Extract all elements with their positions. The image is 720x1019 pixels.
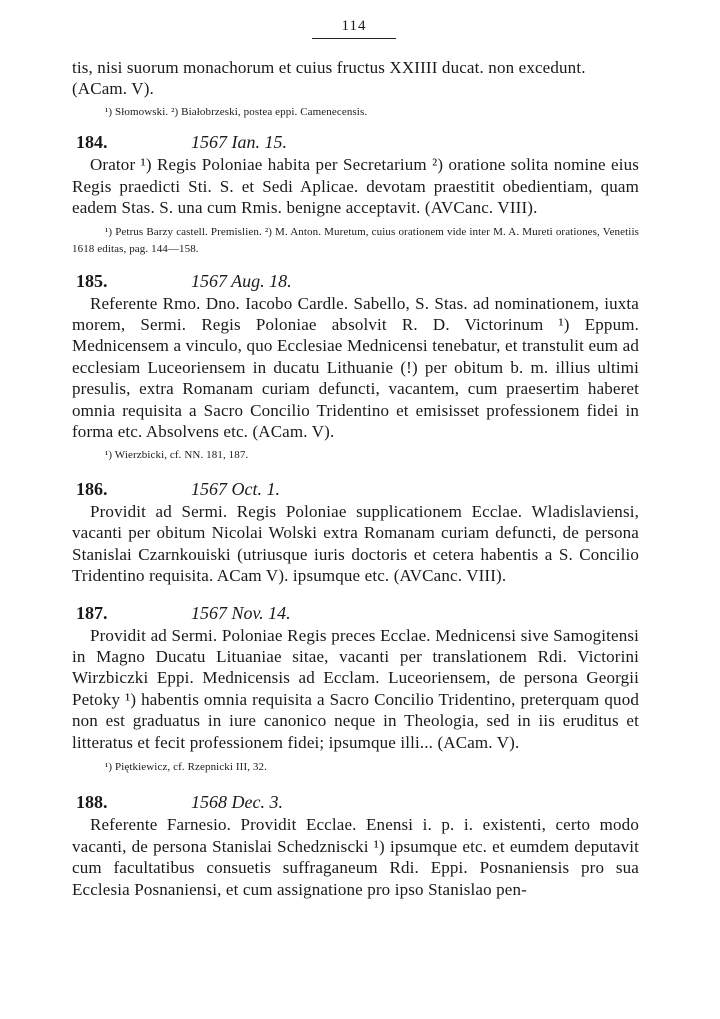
footnotes: ¹) Petrus Barzy castell. Premislien. ²) M. Anton. Muretum, cuius orationem vide inter M. A. Mureti orationes, Venetiis 1618 editas, pag. 144—158. [72, 225, 639, 256]
continued-line-1: tis, nisi suorum monachorum et cuius fructus XXIIII ducat. non excedunt. [72, 58, 586, 77]
entry-date: 1568 Dec. 3. [191, 792, 283, 813]
entry-date: 1567 Ian. 15. [191, 132, 287, 153]
footnotes: ¹) Piętkiewicz, cf. Rzepnicki III, 32. [105, 760, 267, 773]
entry-heading [72, 477, 639, 501]
entry-heading [72, 130, 639, 154]
entry-heading [72, 269, 639, 293]
entry-date: 1567 Oct. 1. [191, 478, 280, 499]
entry-date: 1567 Aug. 18. [191, 270, 292, 291]
footnotes: ¹) Słomowski. ²) Białobrzeski, postea eppi. Camenecensis. [105, 105, 368, 118]
entry-number: 184. [76, 132, 108, 153]
entry-number: 186. [76, 478, 108, 499]
entry-text: Referente Farnesio. Providit Ecclae. Enensi i. p. i. existenti, certo modo vacanti, de persona Stanislai Schedzniscki ¹) ipsumque etc. et eumdem deputavit cum facultatibus consuetis suffraganeum Rdi. Eppi. Posnaniensis pro sua Ecclesia Posnaniensi, et cum assignatione pro ipso Stanislao pen- [72, 815, 639, 899]
entry-text: Referente Rmo. Dno. Iacobo Cardle. Sabello, S. Stas. ad nominationem, iuxta morem, Sermi. Regis Poloniae absolvit R. D. Victorinum ¹) Eppum. Mednicensem a vinculo, quo Ecclesiae Mednicensi tenebatur, et transtulit eum ad ecclesiam Luceoriensem in ducatu Lithuanie (!) per obitum b. m. illius ultimi presulis, extra Romanam curiam defuncti, vacantem, cum praesertim haberet omnia requisita a Sacro Concilio Tridentino et emisisset professionem fidei in forma etc. Absolvens etc. (ACam. V). [72, 293, 639, 441]
page-body [72, 57, 639, 900]
entry-number: 187. [76, 602, 108, 623]
entry-text: Providit ad Sermi. Regis Poloniae supplicationem Ecclae. Wladislaviensi, vacanti per obitum Nicolai Wolski extra Romanam curiam defuncti, de persona Stanislai Czarnkouiski (utriusque iuris doctoris et cetera habentis a S. Concilio Tridentino requisita. ACam V). ipsumque etc. (AVCanc. VIII). [72, 501, 639, 586]
entry-text: Orator ¹) Regis Poloniae habita per Secretarium ²) oratione solita nomine eius Regis praedicti Sti. S. et Sedi Aplicae. devotam praestitit obedientiam, quam eadem Stas. S. una cum Rmis. benigne acceptavit. (AVCanc. VIII). [72, 155, 639, 218]
entry-number: 185. [76, 270, 108, 291]
entry-heading [72, 790, 639, 814]
entry-heading [72, 601, 639, 625]
entry-number: 188. [76, 792, 108, 813]
footnotes: ¹) Wierzbicki, cf. NN. 181, 187. [105, 449, 249, 462]
page-number-rule [312, 38, 396, 39]
continued-line-2: (ACam. V). [72, 79, 154, 99]
continued-paragraph [72, 57, 639, 100]
entry-text: Providit ad Sermi. Poloniae Regis preces Ecclae. Mednicensi sive Samogitensi in Magno Ducatu Lituaniae sitae, vacanti per translationem Rdi. Victorini Wirzbiczki Eppi. Mednicensis ad Ecclam. Luceoriensem, de persona Georgii Petoky ¹) habentis omnia requisita a Sacro Concilio Tridentino, preterquam quod non est graduatus in iure canonico neque in Theologia, sed in iis eruditus et litteratus et fecit professionem fidei; ipsumque illi... (ACam. V). [72, 625, 639, 752]
page-number: 114 [341, 18, 367, 34]
entry-date: 1567 Nov. 14. [191, 602, 291, 623]
